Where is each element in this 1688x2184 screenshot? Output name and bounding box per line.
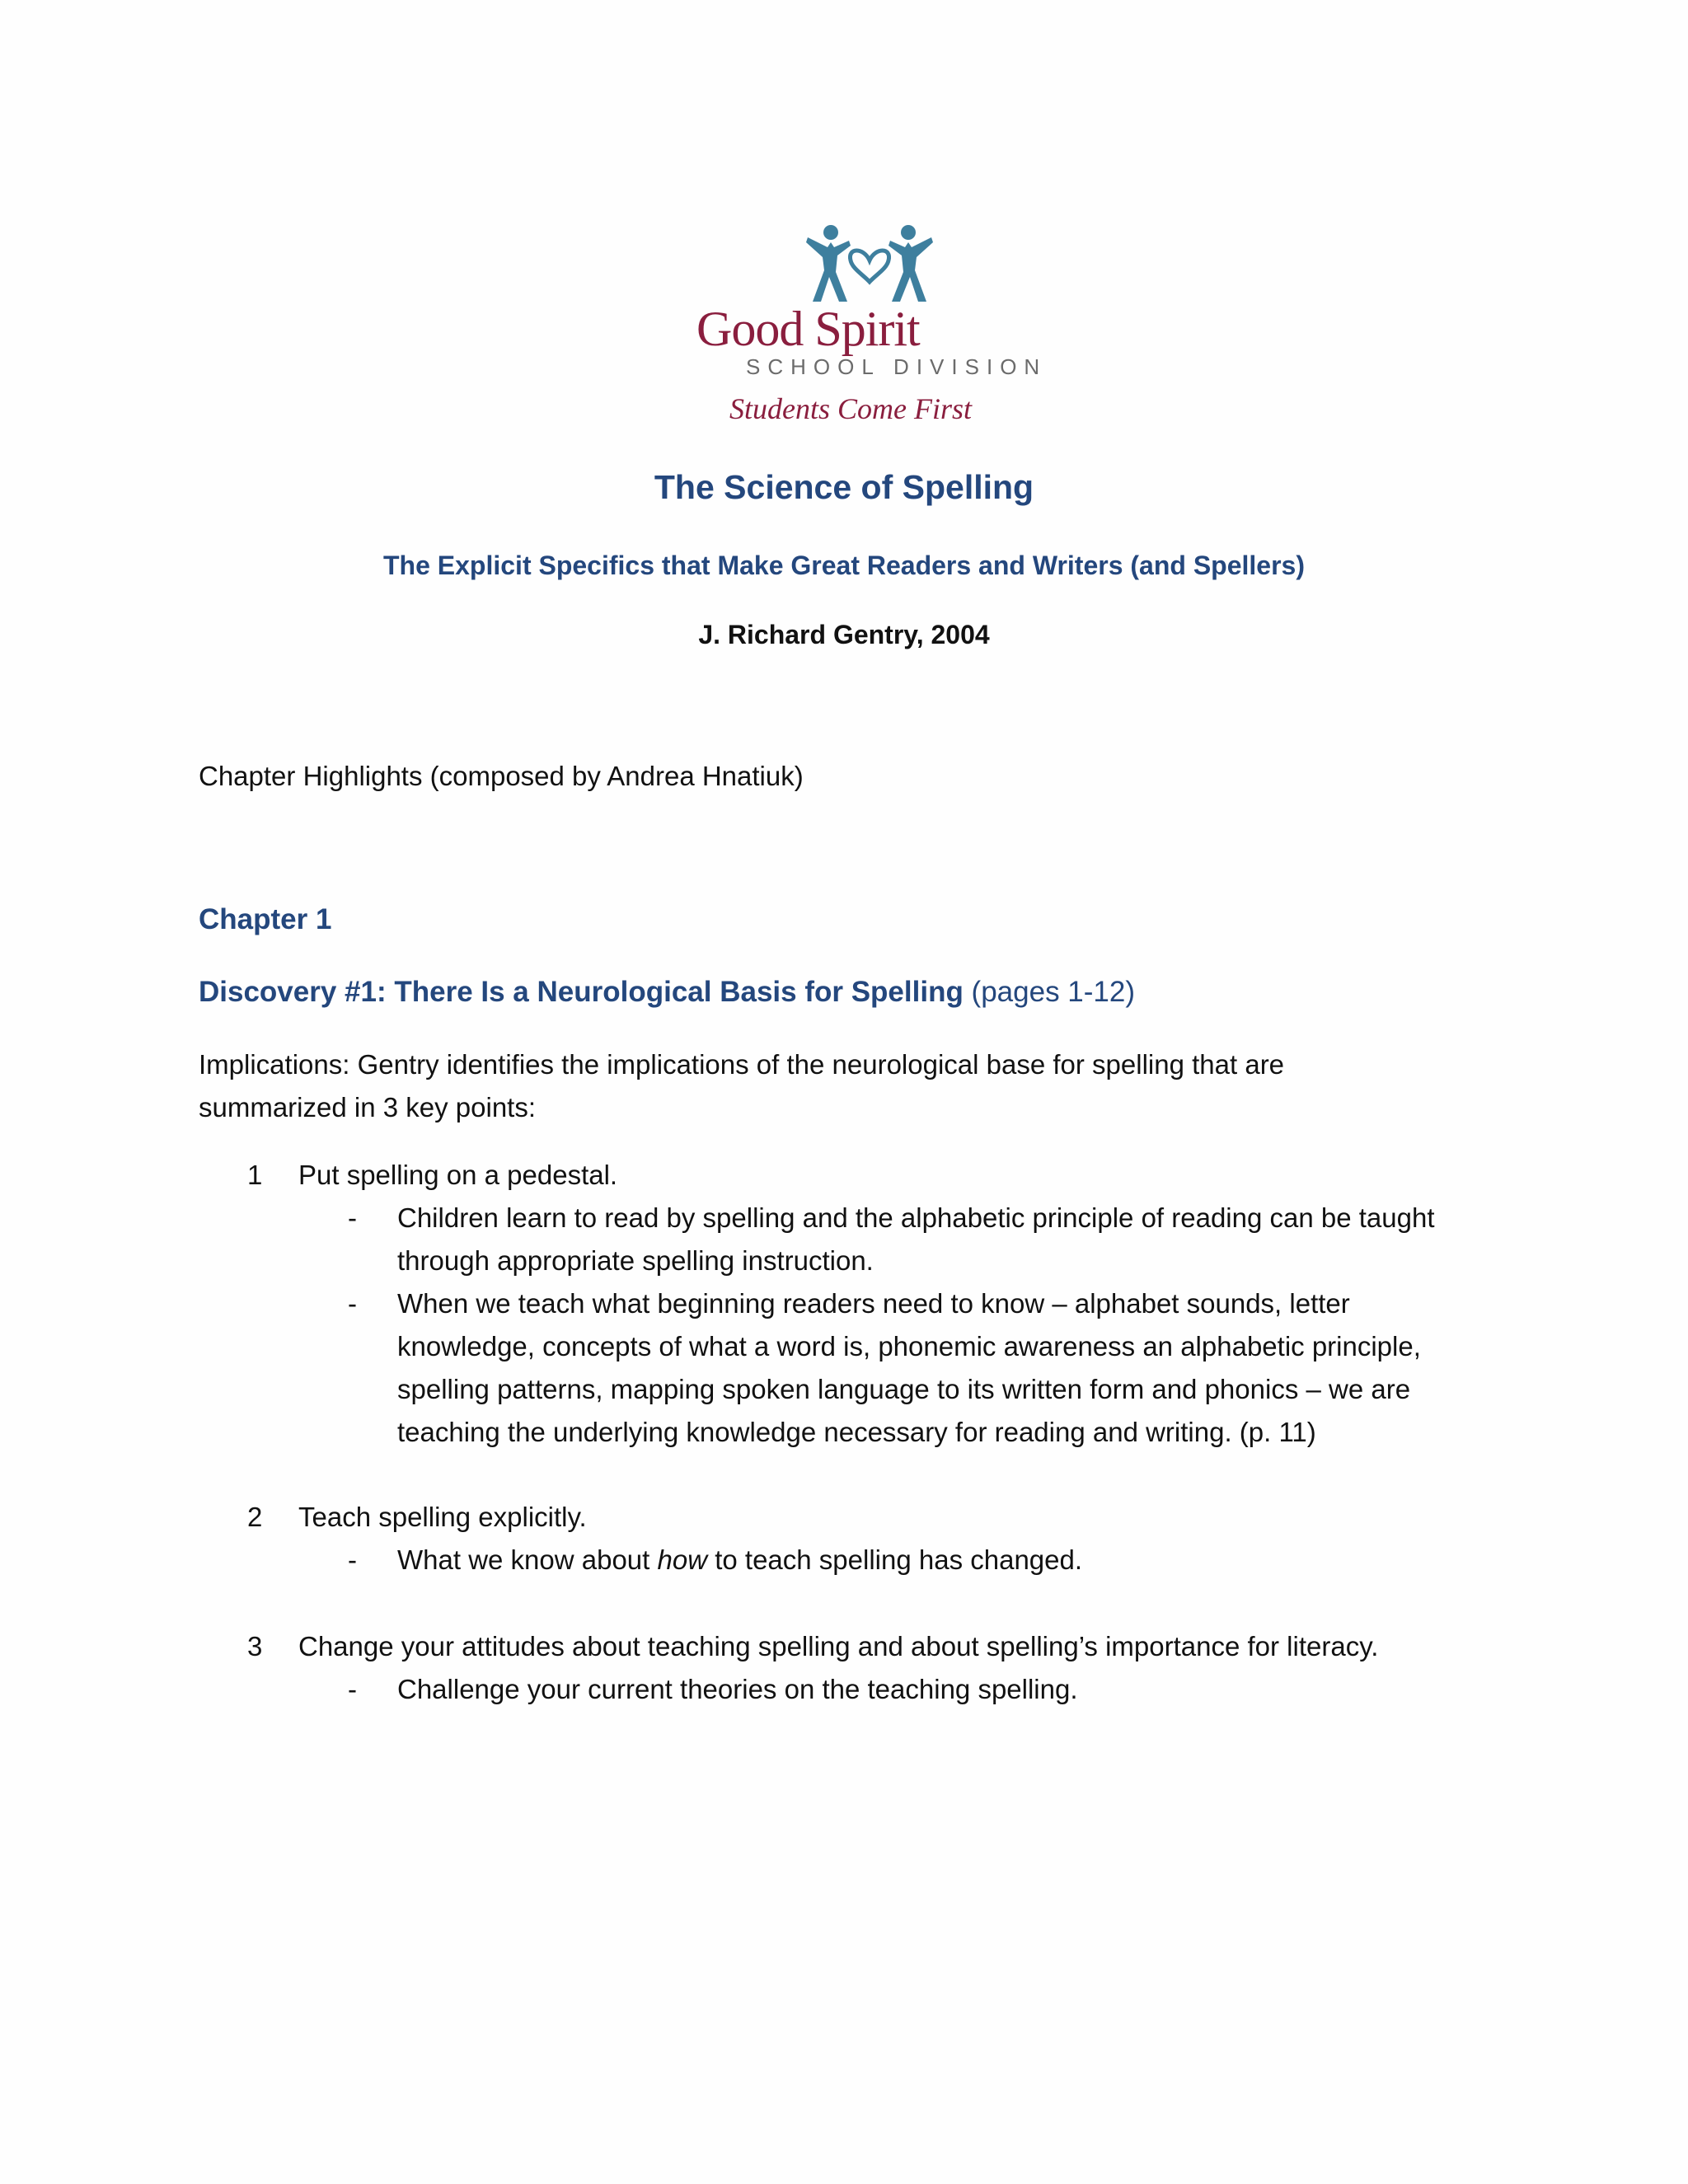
sub-point-line: When we teach what beginning readers need to know – alphabet sounds, letter	[397, 1288, 1350, 1319]
sub-point-text: What we know about	[397, 1544, 658, 1575]
discovery-title: Discovery #1: There Is a Neurological Basis for Spelling	[199, 976, 964, 1008]
bullet-dash: -	[348, 1674, 357, 1704]
point-text: Change your attitudes about teaching spelling and about spelling’s importance for literacy.	[298, 1631, 1379, 1661]
document-title: The Science of Spelling	[654, 468, 1034, 506]
point-number: 1	[247, 1160, 263, 1190]
sub-point-line: knowledge, concepts of what a word is, phonemic awareness an alphabetic principle,	[397, 1331, 1421, 1361]
sub-point-line: Children learn to read by spelling and the alphabetic principle of reading can be taught	[397, 1202, 1435, 1233]
point-number: 2	[247, 1502, 263, 1532]
emphasis-text: how	[657, 1544, 708, 1575]
sub-point	[397, 1282, 1421, 1454]
bullet-dash: -	[348, 1288, 357, 1319]
implications-line: summarized in 3 key points:	[199, 1092, 537, 1122]
implications-line: Implications: Gentry identifies the implications of the neurological base for spelling that are	[199, 1049, 1285, 1080]
point-number: 3	[247, 1631, 263, 1661]
sub-point-text: to teach spelling has changed.	[707, 1544, 1083, 1575]
chapter-heading: Chapter 1	[199, 903, 332, 935]
sub-point-line: Challenge your current theories on the teaching spelling.	[397, 1674, 1078, 1704]
sub-point	[397, 1539, 1082, 1582]
document-subtitle: The Explicit Specifics that Make Great Readers and Writers (and Spellers)	[383, 551, 1305, 580]
sub-point-line: spelling patterns, mapping spoken language to its written form and phonics – we are	[397, 1374, 1411, 1404]
point-text: Teach spelling explicitly.	[298, 1502, 587, 1532]
discovery-pages: (pages 1-12)	[963, 976, 1135, 1008]
sub-point-line: teaching the underlying knowledge necessary for reading and writing. (p. 11)	[397, 1417, 1316, 1447]
author-line: J. Richard Gentry, 2004	[698, 620, 990, 649]
bullet-dash: -	[348, 1544, 357, 1575]
school-logo	[676, 223, 1048, 429]
implications-paragraph	[199, 1043, 1284, 1129]
bullet-dash: -	[348, 1202, 357, 1233]
discovery-heading	[199, 971, 1135, 1014]
sub-point	[397, 1668, 1078, 1711]
sub-point	[397, 1197, 1435, 1282]
logo-tagline: Students Come First	[729, 392, 972, 425]
logo-name: Good Spirit	[696, 302, 920, 356]
chapter-highlights-note: Chapter Highlights (composed by Andrea Hnatiuk)	[199, 761, 804, 791]
sub-point-line: through appropriate spelling instruction.	[397, 1245, 874, 1276]
logo-division: SCHOOL DIVISION	[746, 354, 1048, 379]
children-heart-icon	[799, 223, 940, 305]
point-text: Put spelling on a pedestal.	[298, 1160, 618, 1190]
